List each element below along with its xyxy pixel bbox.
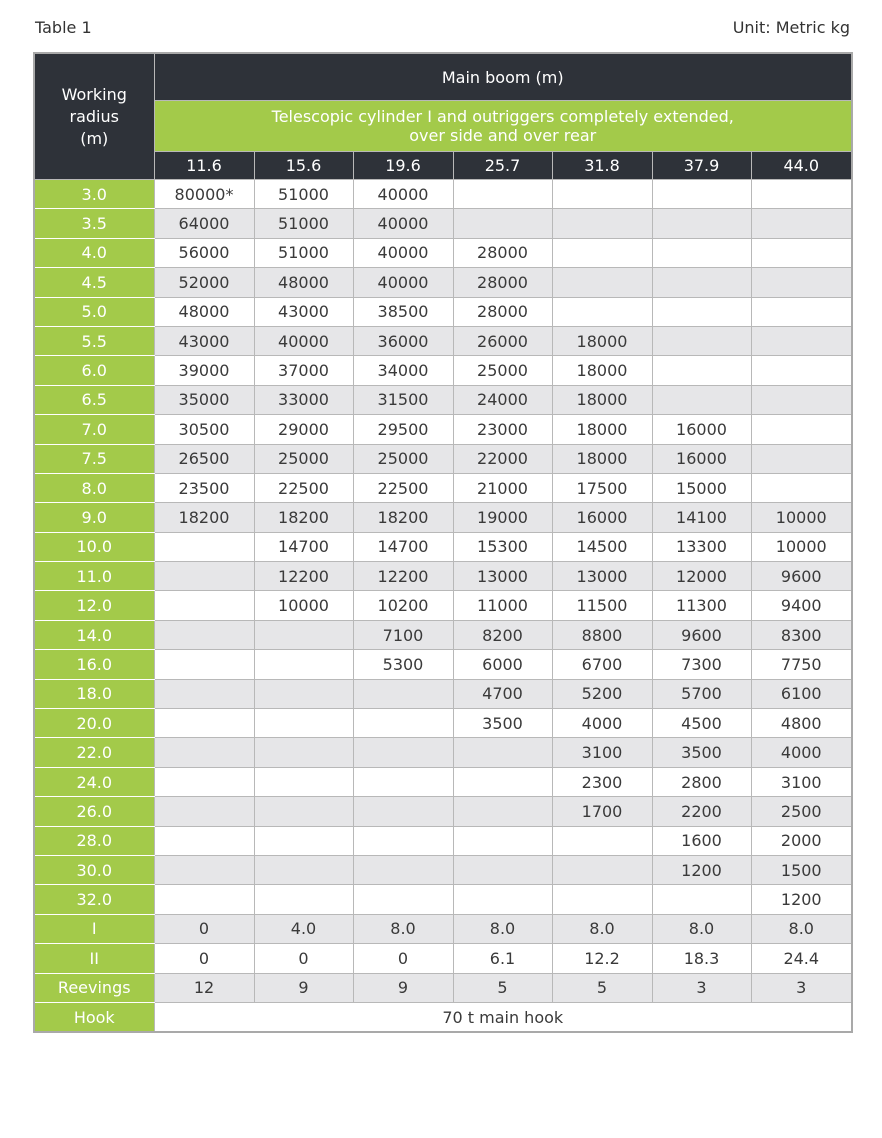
load-value-cell: 40000 xyxy=(353,180,453,209)
load-value-cell xyxy=(154,562,254,591)
load-value-cell xyxy=(254,797,353,826)
load-value-cell xyxy=(751,356,852,385)
load-value-cell xyxy=(154,532,254,561)
table-row xyxy=(34,767,852,796)
main-boom-header: Main boom (m) xyxy=(154,53,852,101)
load-value-cell xyxy=(453,738,552,767)
load-value-cell: 4000 xyxy=(552,709,652,738)
load-value-cell: 28000 xyxy=(453,268,552,297)
load-value-cell xyxy=(751,297,852,326)
load-value-cell: 40000 xyxy=(254,326,353,355)
load-value-cell xyxy=(652,297,751,326)
load-value-cell xyxy=(254,650,353,679)
hook-label: Hook xyxy=(34,1002,154,1032)
load-value-cell xyxy=(254,709,353,738)
load-value-cell: 10000 xyxy=(751,503,852,532)
load-value-cell xyxy=(353,709,453,738)
load-value-cell: 1600 xyxy=(652,826,751,855)
row-label: 6.5 xyxy=(34,385,154,414)
row-label: 14.0 xyxy=(34,620,154,649)
load-value-cell: 25000 xyxy=(453,356,552,385)
row-label: 24.0 xyxy=(34,767,154,796)
load-value-cell xyxy=(154,826,254,855)
table-row xyxy=(34,385,852,414)
hook-row xyxy=(34,1002,852,1032)
load-value-cell: 18000 xyxy=(552,326,652,355)
row-label: 30.0 xyxy=(34,855,154,884)
unit-label: Unit: Metric kg xyxy=(732,18,850,37)
load-value-cell: 8.0 xyxy=(353,914,453,943)
load-value-cell: 11300 xyxy=(652,591,751,620)
load-value-cell: 2800 xyxy=(652,767,751,796)
load-value-cell: 0 xyxy=(254,944,353,973)
row-label: I xyxy=(34,914,154,943)
load-chart-table-container xyxy=(33,52,851,1033)
row-label: Reevings xyxy=(34,973,154,1002)
load-value-cell xyxy=(453,797,552,826)
row-label: 3.0 xyxy=(34,180,154,209)
load-value-cell: 18200 xyxy=(254,503,353,532)
boom-length-header: 11.6 xyxy=(154,152,254,180)
load-value-cell xyxy=(751,415,852,444)
load-value-cell xyxy=(154,620,254,649)
load-value-cell: 4.0 xyxy=(254,914,353,943)
load-value-cell xyxy=(254,826,353,855)
load-value-cell: 8200 xyxy=(453,620,552,649)
load-value-cell: 1700 xyxy=(552,797,652,826)
load-value-cell xyxy=(751,268,852,297)
load-value-cell xyxy=(453,180,552,209)
load-value-cell: 12.2 xyxy=(552,944,652,973)
row-label: 3.5 xyxy=(34,209,154,238)
table-row xyxy=(34,415,852,444)
load-value-cell xyxy=(652,385,751,414)
table-row xyxy=(34,268,852,297)
load-value-cell xyxy=(353,679,453,708)
load-value-cell: 48000 xyxy=(154,297,254,326)
table-row xyxy=(34,473,852,502)
load-value-cell: 6100 xyxy=(751,679,852,708)
load-value-cell: 13300 xyxy=(652,532,751,561)
row-label: 20.0 xyxy=(34,709,154,738)
table-row xyxy=(34,973,852,1002)
load-value-cell: 8.0 xyxy=(552,914,652,943)
load-value-cell: 14100 xyxy=(652,503,751,532)
row-label: 32.0 xyxy=(34,885,154,914)
load-value-cell: 23000 xyxy=(453,415,552,444)
load-value-cell: 6.1 xyxy=(453,944,552,973)
load-value-cell: 40000 xyxy=(353,238,453,267)
boom-length-header: 15.6 xyxy=(254,152,353,180)
load-value-cell xyxy=(453,826,552,855)
load-value-cell: 28000 xyxy=(453,238,552,267)
table-label: Table 1 xyxy=(35,18,92,37)
load-chart-table xyxy=(33,52,853,1033)
load-value-cell: 18000 xyxy=(552,444,652,473)
load-value-cell xyxy=(254,679,353,708)
load-value-cell: 13000 xyxy=(453,562,552,591)
load-value-cell xyxy=(353,885,453,914)
load-value-cell xyxy=(652,326,751,355)
load-value-cell: 22500 xyxy=(254,473,353,502)
load-value-cell xyxy=(154,650,254,679)
load-value-cell: 2500 xyxy=(751,797,852,826)
load-value-cell: 22500 xyxy=(353,473,453,502)
load-value-cell: 48000 xyxy=(254,268,353,297)
load-value-cell xyxy=(552,180,652,209)
working-radius-header-line: radius xyxy=(69,106,119,126)
load-value-cell: 18200 xyxy=(154,503,254,532)
row-label: 28.0 xyxy=(34,826,154,855)
load-value-cell: 7750 xyxy=(751,650,852,679)
table-row xyxy=(34,855,852,884)
working-radius-header-line: Working xyxy=(61,84,127,104)
load-value-cell xyxy=(453,209,552,238)
load-value-cell: 25000 xyxy=(254,444,353,473)
table-row xyxy=(34,738,852,767)
load-value-cell xyxy=(751,326,852,355)
load-value-cell: 4800 xyxy=(751,709,852,738)
row-label: 26.0 xyxy=(34,797,154,826)
load-value-cell: 9400 xyxy=(751,591,852,620)
load-value-cell xyxy=(154,885,254,914)
load-value-cell xyxy=(552,209,652,238)
load-value-cell: 7100 xyxy=(353,620,453,649)
load-value-cell: 13000 xyxy=(552,562,652,591)
table-row xyxy=(34,797,852,826)
load-value-cell: 3100 xyxy=(751,767,852,796)
load-value-cell: 52000 xyxy=(154,268,254,297)
table-row xyxy=(34,180,852,209)
load-value-cell: 8800 xyxy=(552,620,652,649)
load-value-cell: 36000 xyxy=(353,326,453,355)
load-value-cell xyxy=(552,826,652,855)
load-value-cell: 2200 xyxy=(652,797,751,826)
load-value-cell xyxy=(154,767,254,796)
load-value-cell: 56000 xyxy=(154,238,254,267)
load-value-cell: 14500 xyxy=(552,532,652,561)
load-value-cell xyxy=(751,444,852,473)
load-value-cell: 3500 xyxy=(652,738,751,767)
load-value-cell: 40000 xyxy=(353,268,453,297)
load-value-cell: 35000 xyxy=(154,385,254,414)
load-value-cell: 10000 xyxy=(254,591,353,620)
load-value-cell: 2300 xyxy=(552,767,652,796)
load-value-cell: 2000 xyxy=(751,826,852,855)
boom-length-header: 44.0 xyxy=(751,152,852,180)
load-value-cell xyxy=(154,679,254,708)
load-value-cell: 9 xyxy=(353,973,453,1002)
load-value-cell xyxy=(254,767,353,796)
load-value-cell xyxy=(353,767,453,796)
table-row xyxy=(34,885,852,914)
load-value-cell: 43000 xyxy=(154,326,254,355)
row-label: 7.5 xyxy=(34,444,154,473)
load-value-cell: 6700 xyxy=(552,650,652,679)
load-value-cell: 5 xyxy=(453,973,552,1002)
load-value-cell: 8.0 xyxy=(652,914,751,943)
load-value-cell: 7300 xyxy=(652,650,751,679)
table-row xyxy=(34,238,852,267)
load-value-cell: 38500 xyxy=(353,297,453,326)
row-label: 4.0 xyxy=(34,238,154,267)
load-value-cell: 0 xyxy=(353,944,453,973)
working-radius-header-line: (m) xyxy=(80,128,109,148)
load-value-cell: 3500 xyxy=(453,709,552,738)
load-value-cell: 18000 xyxy=(552,385,652,414)
load-value-cell: 5 xyxy=(552,973,652,1002)
load-value-cell: 43000 xyxy=(254,297,353,326)
load-value-cell: 6000 xyxy=(453,650,552,679)
load-value-cell xyxy=(453,855,552,884)
row-label: 18.0 xyxy=(34,679,154,708)
load-value-cell: 12200 xyxy=(254,562,353,591)
load-value-cell: 14700 xyxy=(254,532,353,561)
load-value-cell xyxy=(652,268,751,297)
table-row xyxy=(34,709,852,738)
row-label: 8.0 xyxy=(34,473,154,502)
row-label: 11.0 xyxy=(34,562,154,591)
row-label: 22.0 xyxy=(34,738,154,767)
load-value-cell: 9600 xyxy=(751,562,852,591)
load-value-cell xyxy=(652,356,751,385)
load-value-cell xyxy=(652,885,751,914)
load-value-cell: 3 xyxy=(751,973,852,1002)
table-row xyxy=(34,444,852,473)
load-value-cell: 18000 xyxy=(552,356,652,385)
load-value-cell: 12000 xyxy=(652,562,751,591)
row-label: II xyxy=(34,944,154,973)
load-value-cell xyxy=(552,885,652,914)
load-value-cell: 30500 xyxy=(154,415,254,444)
table-row xyxy=(34,591,852,620)
table-row xyxy=(34,356,852,385)
load-value-cell: 25000 xyxy=(353,444,453,473)
load-value-cell: 17500 xyxy=(552,473,652,502)
load-value-cell: 37000 xyxy=(254,356,353,385)
load-value-cell xyxy=(353,797,453,826)
load-value-cell xyxy=(254,855,353,884)
load-value-cell: 1500 xyxy=(751,855,852,884)
load-value-cell xyxy=(254,885,353,914)
load-value-cell xyxy=(154,709,254,738)
load-value-cell: 10200 xyxy=(353,591,453,620)
table-row xyxy=(34,650,852,679)
load-value-cell xyxy=(652,209,751,238)
row-label: 5.0 xyxy=(34,297,154,326)
working-radius-header xyxy=(34,53,154,180)
load-value-cell: 10000 xyxy=(751,532,852,561)
load-value-cell: 12 xyxy=(154,973,254,1002)
configuration-header-line: over side and over rear xyxy=(409,126,597,145)
load-value-cell xyxy=(751,180,852,209)
table-row xyxy=(34,503,852,532)
load-value-cell xyxy=(552,238,652,267)
row-label: 12.0 xyxy=(34,591,154,620)
load-value-cell: 51000 xyxy=(254,180,353,209)
load-value-cell: 26500 xyxy=(154,444,254,473)
load-value-cell: 18200 xyxy=(353,503,453,532)
load-value-cell xyxy=(652,238,751,267)
load-value-cell: 26000 xyxy=(453,326,552,355)
load-value-cell xyxy=(751,385,852,414)
load-value-cell: 8300 xyxy=(751,620,852,649)
load-value-cell: 0 xyxy=(154,914,254,943)
load-value-cell: 11000 xyxy=(453,591,552,620)
load-value-cell: 80000* xyxy=(154,180,254,209)
load-value-cell xyxy=(453,767,552,796)
boom-length-header: 31.8 xyxy=(552,152,652,180)
row-label: 7.0 xyxy=(34,415,154,444)
load-value-cell: 21000 xyxy=(453,473,552,502)
load-value-cell: 4000 xyxy=(751,738,852,767)
load-value-cell xyxy=(652,180,751,209)
load-value-cell: 5200 xyxy=(552,679,652,708)
load-value-cell: 14700 xyxy=(353,532,453,561)
load-value-cell xyxy=(751,473,852,502)
load-value-cell: 16000 xyxy=(652,415,751,444)
load-value-cell xyxy=(154,738,254,767)
row-label: 6.0 xyxy=(34,356,154,385)
load-value-cell: 24.4 xyxy=(751,944,852,973)
load-value-cell xyxy=(552,268,652,297)
load-value-cell: 33000 xyxy=(254,385,353,414)
load-value-cell: 16000 xyxy=(552,503,652,532)
table-row xyxy=(34,620,852,649)
load-value-cell xyxy=(552,855,652,884)
load-value-cell: 3100 xyxy=(552,738,652,767)
load-value-cell xyxy=(254,738,353,767)
row-label: 9.0 xyxy=(34,503,154,532)
load-value-cell: 1200 xyxy=(751,885,852,914)
load-value-cell xyxy=(353,738,453,767)
row-label: 10.0 xyxy=(34,532,154,561)
configuration-header-line: Telescopic cylinder I and outriggers completely extended, xyxy=(271,107,734,126)
load-value-cell: 16000 xyxy=(652,444,751,473)
load-value-cell: 23500 xyxy=(154,473,254,502)
load-value-cell: 12200 xyxy=(353,562,453,591)
load-value-cell: 4500 xyxy=(652,709,751,738)
load-value-cell xyxy=(154,591,254,620)
table-row xyxy=(34,532,852,561)
load-value-cell: 64000 xyxy=(154,209,254,238)
load-value-cell: 5300 xyxy=(353,650,453,679)
row-label: 5.5 xyxy=(34,326,154,355)
load-value-cell: 9600 xyxy=(652,620,751,649)
load-value-cell xyxy=(254,620,353,649)
table-row xyxy=(34,944,852,973)
load-value-cell xyxy=(154,855,254,884)
load-value-cell: 3 xyxy=(652,973,751,1002)
table-row xyxy=(34,297,852,326)
load-value-cell: 34000 xyxy=(353,356,453,385)
load-value-cell xyxy=(453,885,552,914)
table-row xyxy=(34,826,852,855)
load-value-cell: 9 xyxy=(254,973,353,1002)
load-value-cell: 29500 xyxy=(353,415,453,444)
row-label: 16.0 xyxy=(34,650,154,679)
load-value-cell: 28000 xyxy=(453,297,552,326)
load-value-cell: 8.0 xyxy=(751,914,852,943)
load-value-cell xyxy=(353,826,453,855)
load-value-cell xyxy=(751,238,852,267)
table-row xyxy=(34,914,852,943)
load-value-cell: 40000 xyxy=(353,209,453,238)
boom-length-header: 19.6 xyxy=(353,152,453,180)
load-value-cell: 11500 xyxy=(552,591,652,620)
load-value-cell: 0 xyxy=(154,944,254,973)
configuration-header xyxy=(154,101,852,152)
table-row xyxy=(34,209,852,238)
load-value-cell: 19000 xyxy=(453,503,552,532)
load-value-cell xyxy=(552,297,652,326)
load-value-cell: 31500 xyxy=(353,385,453,414)
table-row xyxy=(34,562,852,591)
load-value-cell: 51000 xyxy=(254,209,353,238)
row-label: 4.5 xyxy=(34,268,154,297)
load-value-cell: 29000 xyxy=(254,415,353,444)
boom-length-header: 25.7 xyxy=(453,152,552,180)
load-value-cell xyxy=(154,797,254,826)
boom-length-header: 37.9 xyxy=(652,152,751,180)
load-value-cell: 18000 xyxy=(552,415,652,444)
load-value-cell: 22000 xyxy=(453,444,552,473)
table-row xyxy=(34,326,852,355)
load-value-cell: 51000 xyxy=(254,238,353,267)
load-value-cell: 5700 xyxy=(652,679,751,708)
load-value-cell: 15300 xyxy=(453,532,552,561)
load-value-cell xyxy=(751,209,852,238)
load-value-cell: 18.3 xyxy=(652,944,751,973)
load-value-cell: 8.0 xyxy=(453,914,552,943)
table-row xyxy=(34,679,852,708)
load-value-cell xyxy=(353,855,453,884)
load-value-cell: 1200 xyxy=(652,855,751,884)
load-value-cell: 24000 xyxy=(453,385,552,414)
hook-value: 70 t main hook xyxy=(154,1002,852,1032)
load-value-cell: 4700 xyxy=(453,679,552,708)
load-value-cell: 15000 xyxy=(652,473,751,502)
load-value-cell: 39000 xyxy=(154,356,254,385)
